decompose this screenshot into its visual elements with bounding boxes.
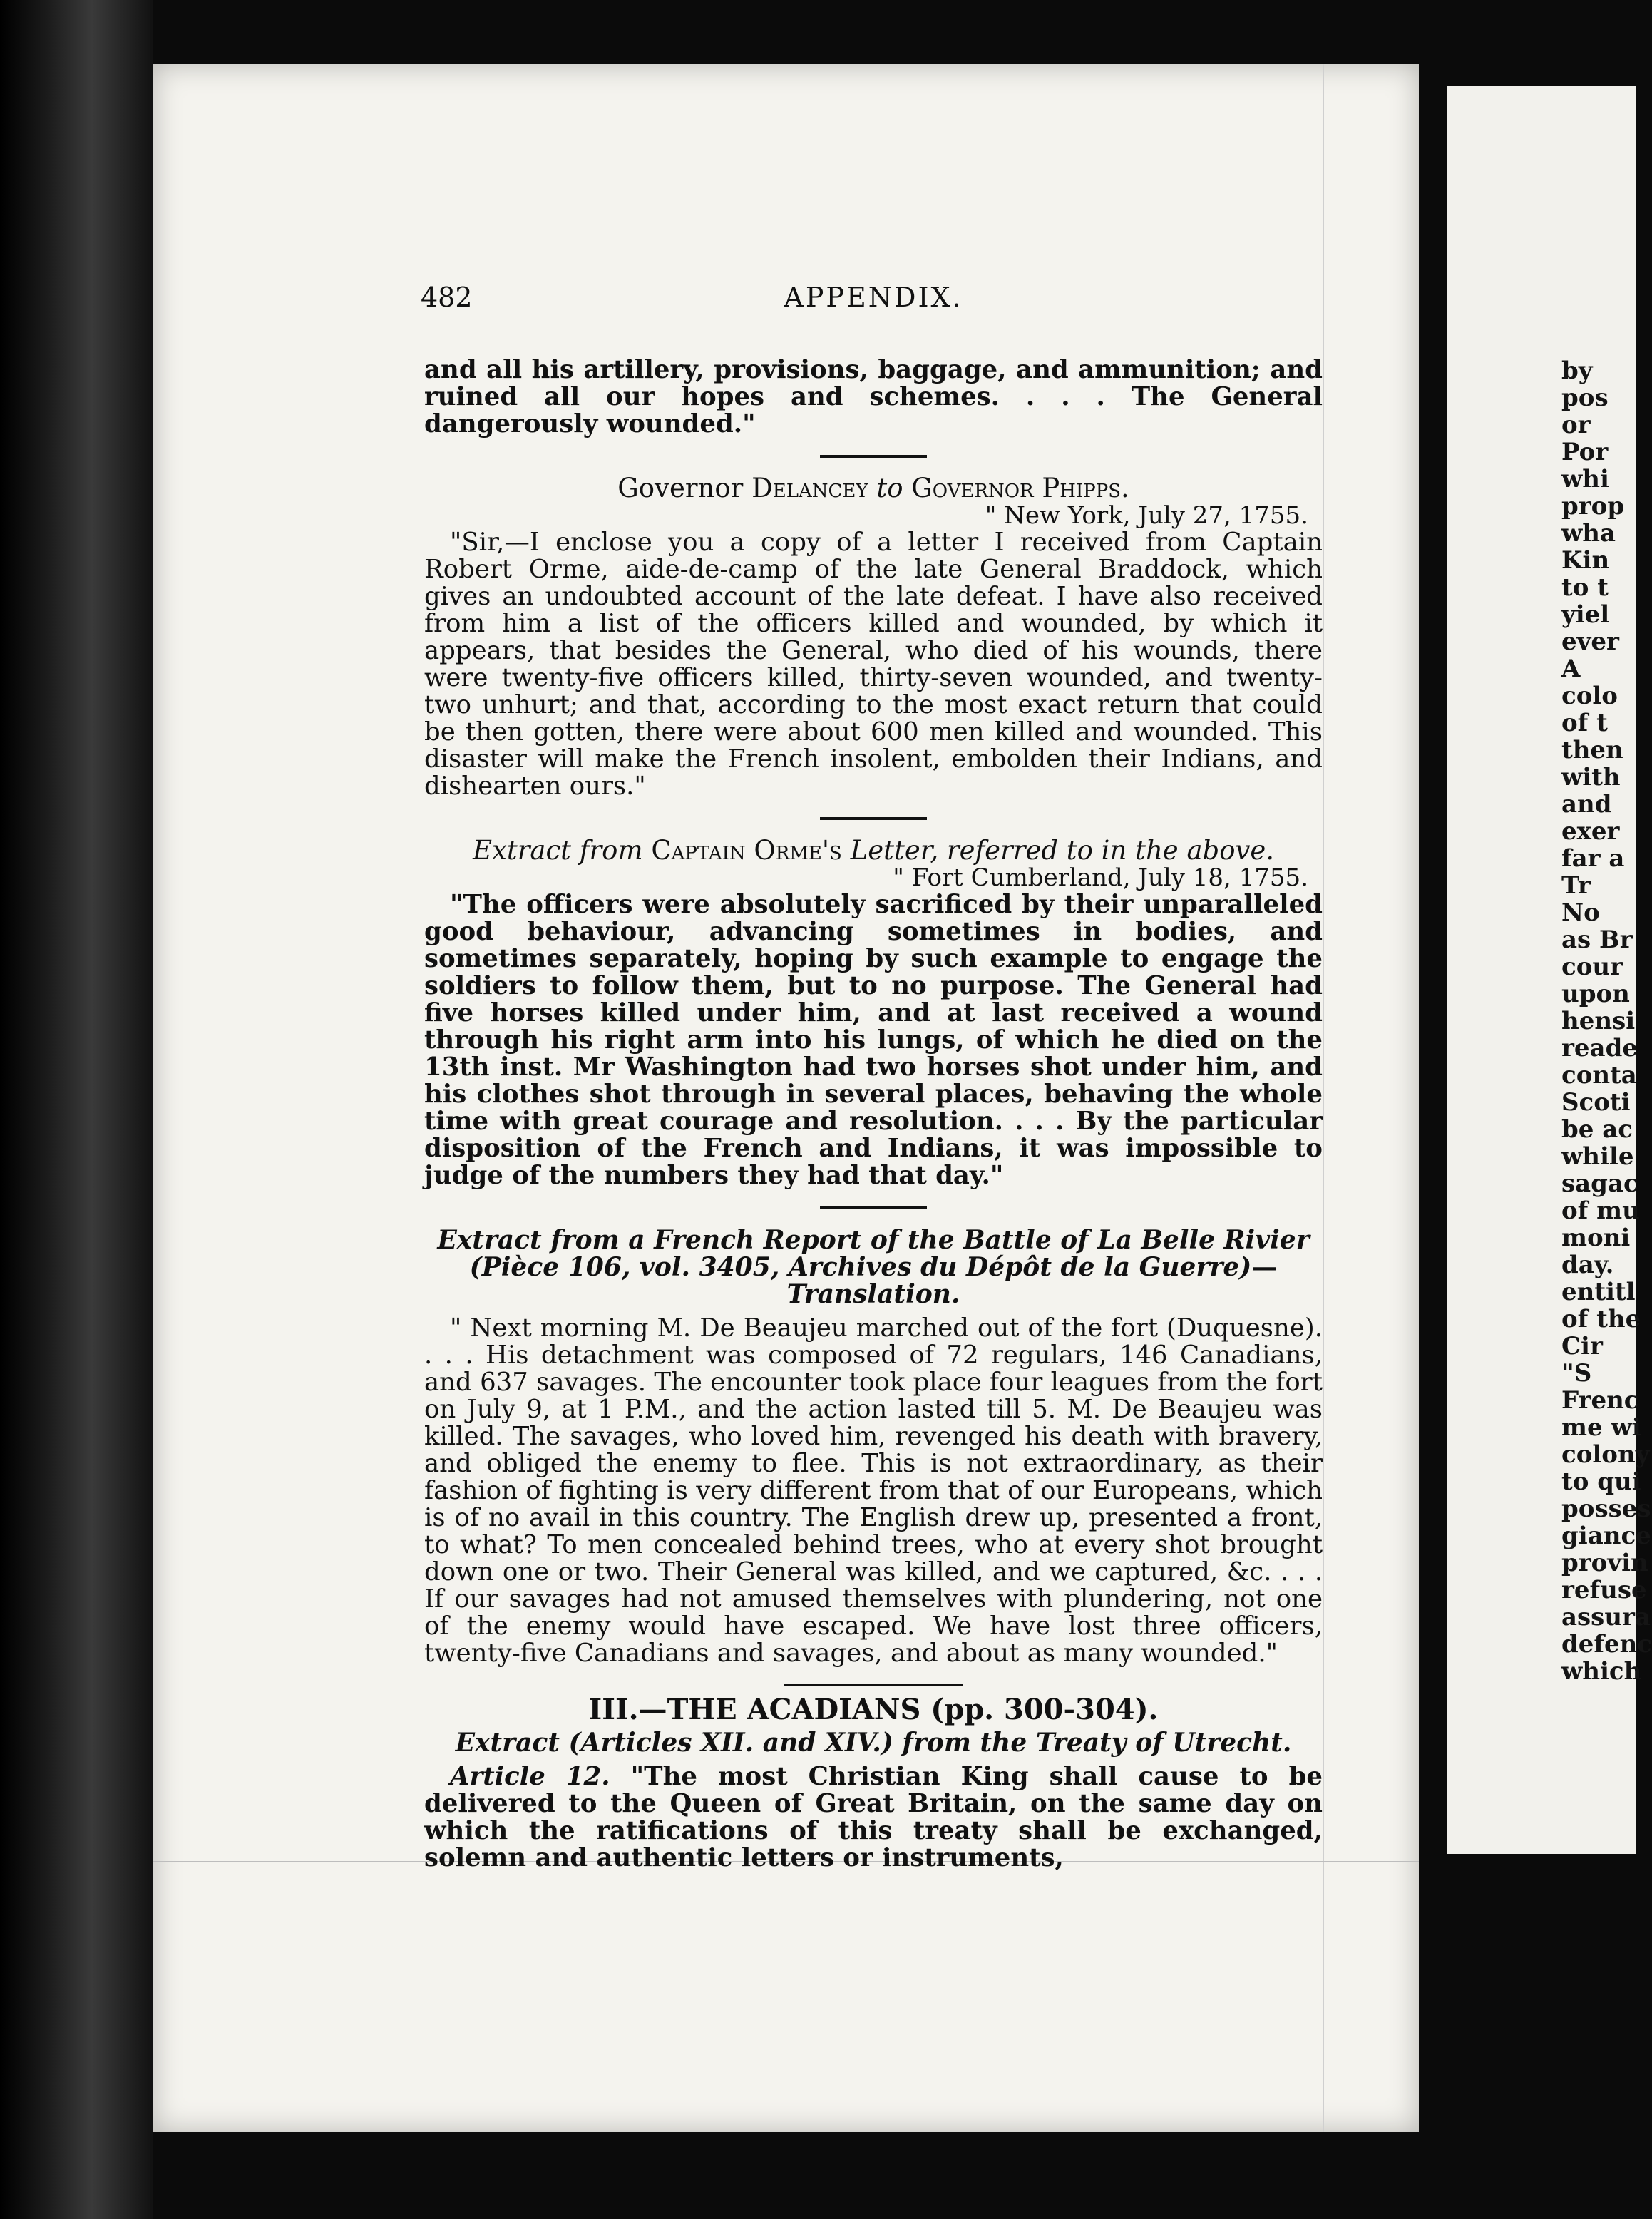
facing-page-word: yiel bbox=[1561, 600, 1610, 629]
facing-page-word: of the bbox=[1561, 1305, 1641, 1333]
letter3-heading: Extract from a French Report of the Battle of La Belle Rivier (Pièce 106, vol. 3405, Archives du Dépôt de la Guerre)—Translation. bbox=[437, 1225, 1310, 1309]
facing-page-word: Scoti bbox=[1561, 1088, 1631, 1117]
facing-page-word: whi bbox=[1561, 465, 1609, 493]
facing-page-word: Tr bbox=[1561, 871, 1591, 900]
facing-page-word: Cir bbox=[1561, 1332, 1603, 1360]
facing-page-word: me wi bbox=[1561, 1413, 1641, 1442]
facing-page-word: No bbox=[1561, 898, 1600, 927]
facing-page-word: colony bbox=[1561, 1440, 1650, 1469]
continuation-text: and all his artillery, provisions, baggage, and ammunition; and ruined all our hopes and schemes. . . . The General dangerously wounded." bbox=[424, 355, 1323, 439]
running-head: APPENDIX. bbox=[784, 282, 963, 313]
facing-page-word: posses bbox=[1561, 1495, 1651, 1523]
facing-page-word: defenc bbox=[1561, 1630, 1652, 1659]
facing-page-word: by bbox=[1561, 357, 1593, 385]
facing-page-word: to qui bbox=[1561, 1467, 1641, 1496]
facing-page-word: hensi bbox=[1561, 1007, 1636, 1035]
facing-page-word: entitl bbox=[1561, 1278, 1636, 1306]
facing-page-word: then bbox=[1561, 736, 1623, 764]
facing-page-word: prop bbox=[1561, 492, 1625, 521]
facing-page-word: A bbox=[1561, 655, 1581, 683]
facing-page-word: or bbox=[1561, 411, 1591, 439]
article12-text bbox=[424, 1763, 1323, 1872]
facing-page-word: of mu bbox=[1561, 1196, 1640, 1225]
facing-page-word: which bbox=[1561, 1657, 1642, 1686]
facing-page-word: while bbox=[1561, 1142, 1634, 1171]
page-content bbox=[424, 357, 1323, 1872]
facing-page-word: assura bbox=[1561, 1603, 1651, 1631]
facing-page-word: sagac bbox=[1561, 1169, 1638, 1198]
facing-page-word: with bbox=[1561, 763, 1621, 791]
page-fold-line bbox=[1323, 64, 1324, 2132]
facing-page-word: day. bbox=[1561, 1251, 1614, 1279]
facing-page-word: ever bbox=[1561, 627, 1619, 656]
facing-page-word: far a bbox=[1561, 844, 1625, 873]
section3-title: III.—THE ACADIANS (pp. 300-304). bbox=[588, 1693, 1159, 1726]
article-body: "The most Christian King shall cause to be delivered to the Queen of Great Britain, on the same day on which the ratifications of this treaty shall be exchanged, solemn and authentic letters or instruments, bbox=[424, 1762, 1323, 1872]
facing-page-word: reade bbox=[1561, 1034, 1638, 1062]
facing-page-word: of t bbox=[1561, 709, 1608, 737]
page-header bbox=[421, 282, 1326, 324]
facing-page-word: colo bbox=[1561, 682, 1618, 710]
letter1-body: "Sir,—I enclose you a copy of a letter I received from Captain Robert Orme, aide-de-camp of the late General Braddock, which gives an undoubted account of the late defeat. I have also received from him a list of the officers killed and wounded, by which it appears, that besides the General, who died of his wounds, there were twenty-five officers killed, thirty-seven wounded, and twenty-two unhurt; and that, according to the most exact return that could be then gotten, there were about 600 men killed and wounded. This disaster will make the French insolent, embolden their Indians, and dishearten ours." bbox=[424, 528, 1323, 801]
facing-page-word: and bbox=[1561, 790, 1612, 819]
facing-page-word: pos bbox=[1561, 384, 1609, 412]
facing-page-word: refuse bbox=[1561, 1576, 1647, 1604]
facing-page-word: exer bbox=[1561, 817, 1620, 846]
facing-page-word: "S bbox=[1561, 1359, 1592, 1388]
facing-page-fragment bbox=[1447, 86, 1652, 1854]
letter1-dateline: " New York, July 27, 1755. bbox=[985, 501, 1308, 530]
page-number: 482 bbox=[421, 282, 473, 313]
section-divider bbox=[784, 1684, 963, 1686]
facing-page-word: Kin bbox=[1561, 546, 1610, 575]
facing-page-word: giance bbox=[1561, 1522, 1651, 1550]
facing-page-word: Frenc bbox=[1561, 1386, 1639, 1415]
letter3-body: " Next morning M. De Beaujeu marched out of the fort (Duquesne). . . . His detachment was composed of 72 regulars, 146 Canadians, and 637 savages. The encounter took place four leagues from the fort on July 9, at 1 P.M., and the action lasted till 5. M. De Beaujeu was killed. The savages, who loved him, revenged his death with bravery, and obliged the enemy to flee. This is not extraordinary, as their fashion of fighting is very different from that of our Europeans, which is of no avail in this country. The English drew up, presented a front, to what? To men concealed behind trees, who at every shot brought down one or two. Their General was killed, and we captured, &c. . . . If our savages had not amused themselves with plundering, not one of the enemy would have escaped. We have lost three officers, twenty-five Canadians and savages, and about as many wounded." bbox=[424, 1313, 1323, 1668]
facing-page-word: as Br bbox=[1561, 926, 1633, 954]
facing-page-word: provin bbox=[1561, 1549, 1648, 1577]
facing-page-word: wha bbox=[1561, 519, 1616, 548]
letter1-heading: Governor Delancey to Governor Phipps. bbox=[617, 473, 1129, 503]
facing-page-word: cour bbox=[1561, 953, 1623, 981]
facing-page-word: conta bbox=[1561, 1061, 1637, 1090]
article-label: Article 12. bbox=[450, 1762, 610, 1791]
facing-page-word: Por bbox=[1561, 438, 1609, 466]
letter2-heading: Extract from Captain Orme's Letter, referred to in the above. bbox=[472, 835, 1275, 866]
facing-page-word: to t bbox=[1561, 573, 1609, 602]
letter2-dateline: " Fort Cumberland, July 18, 1755. bbox=[893, 863, 1308, 892]
section-divider bbox=[820, 455, 927, 458]
letter2-body: "The officers were absolutely sacrificed by their unparalleled good behaviour, advancing sometimes in bodies, and sometimes separately, hoping by such example to engage the soldiers to follow them, but to no purpose. The General had five horses killed under him, and at last received a wound through his right arm into his lungs, of which he died on the 13th inst. Mr Washington had two horses shot under him, and his clothes shot through in several places, behaving the whole time with great courage and resolution. . . . By the particular disposition of the French and Indians, it was impossible to judge of the numbers they had that day." bbox=[424, 890, 1323, 1190]
facing-page-word: moni bbox=[1561, 1224, 1631, 1252]
section-divider bbox=[820, 1206, 927, 1209]
section-divider bbox=[820, 817, 927, 820]
facing-page-word: be ac bbox=[1561, 1115, 1633, 1144]
section3-subtitle: Extract (Articles XII. and XIV.) from the Treaty of Utrecht. bbox=[455, 1728, 1292, 1758]
scan-left-margin bbox=[0, 0, 153, 2219]
facing-page-word: upon bbox=[1561, 980, 1630, 1008]
